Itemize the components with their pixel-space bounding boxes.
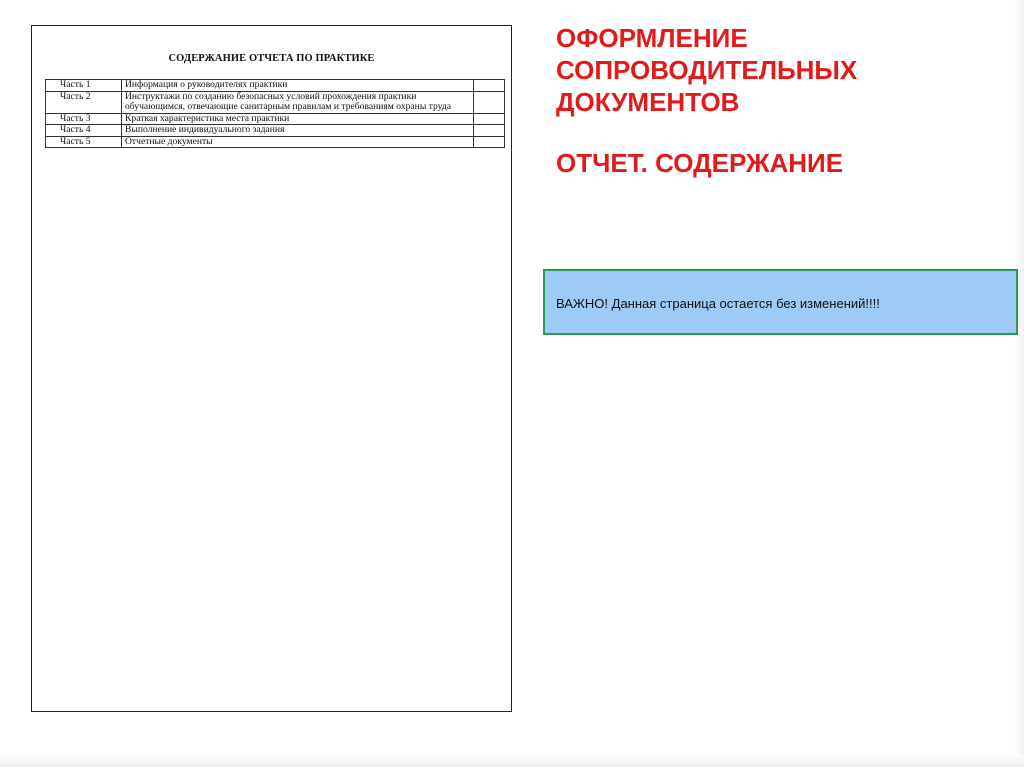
table-cell-text: Инструктажи по созданию безопасных условий прохождения практики обучающимся, отвечающие санитарным правилам и требованиям охраны труда xyxy=(122,91,474,113)
heading-line: ОФОРМЛЕНИЕ xyxy=(556,23,748,53)
heading-line: СОПРОВОДИТЕЛЬНЫХ xyxy=(556,55,858,85)
document-title: СОДЕРЖАНИЕ ОТЧЕТА ПО ПРАКТИКЕ xyxy=(168,53,375,64)
table-cell-empty xyxy=(474,80,505,92)
slide-right-shadow xyxy=(1014,0,1024,767)
table-cell-text: Отчетные документы xyxy=(122,136,474,148)
table-row xyxy=(46,113,505,125)
table-cell-part: Часть 5 xyxy=(46,136,122,148)
document-page-preview xyxy=(31,25,512,712)
table-cell-empty xyxy=(474,113,505,125)
table-cell-part: Часть 3 xyxy=(46,113,122,125)
notice-text: ВАЖНО! Данная страница остается без изменений!!!! xyxy=(556,296,880,311)
table-cell-text: Краткая характеристика места практики xyxy=(122,113,474,125)
slide-bottom-shadow xyxy=(0,755,1024,767)
table-cell-part: Часть 4 xyxy=(46,125,122,137)
table-cell-part: Часть 2 xyxy=(46,91,122,113)
table-row xyxy=(46,91,505,113)
heading-subtitle: ОТЧЕТ. СОДЕРЖАНИЕ xyxy=(556,148,844,178)
table-cell-empty xyxy=(474,125,505,137)
notice-box xyxy=(543,269,1018,335)
heading-line: ДОКУМЕНТОВ xyxy=(556,87,740,117)
slide-heading xyxy=(556,22,857,179)
table-cell-part: Часть 1 xyxy=(46,80,122,92)
table-cell-empty xyxy=(474,91,505,113)
contents-table xyxy=(45,79,505,148)
table-row xyxy=(46,136,505,148)
table-row xyxy=(46,80,505,92)
table-row xyxy=(46,125,505,137)
table-cell-empty xyxy=(474,136,505,148)
table-cell-text: Выполнение индивидуального задания xyxy=(122,125,474,137)
table-cell-text: Информация о руководителях практики xyxy=(122,80,474,92)
